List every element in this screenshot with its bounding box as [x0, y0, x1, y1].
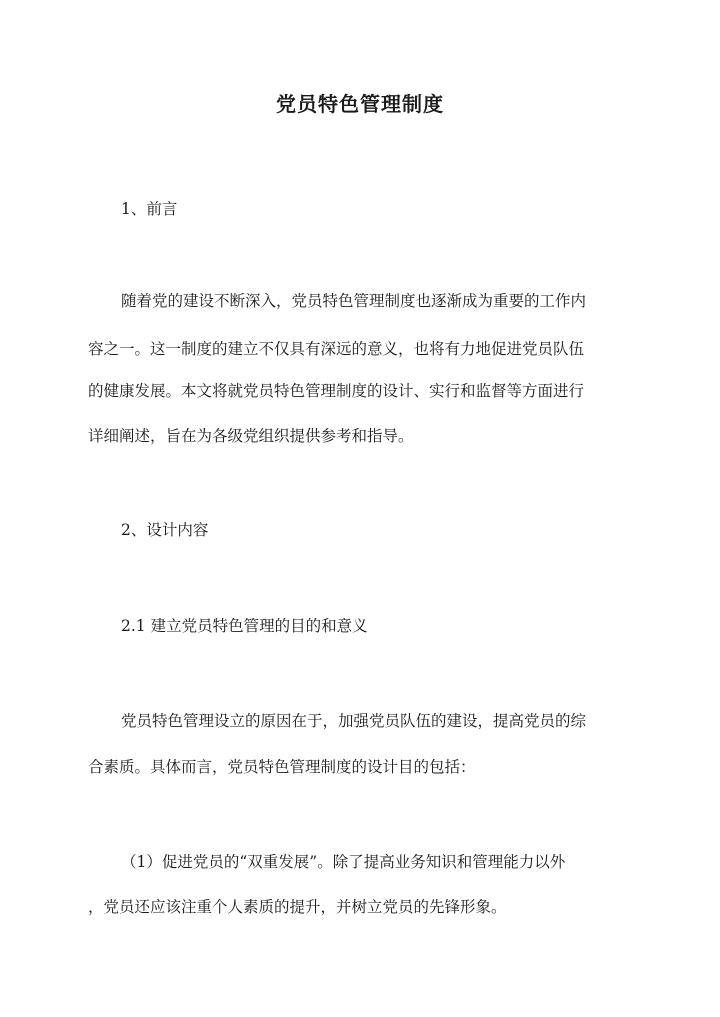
list-item-line: （1）促进党员的“双重发展”。除了提高业务知识和管理能力以外	[121, 853, 566, 871]
document-title: 党员特色管理制度	[276, 92, 444, 116]
paragraph-line: 的健康发展。本文将就党员特色管理制度的设计、实行和监督等方面进行	[88, 382, 585, 400]
paragraph-line: 容之一。这一制度的建立不仅具有深远的意义，也将有力地促进党员队伍	[88, 340, 585, 358]
paragraph-line: 详细阐述，旨在为各级党组织提供参考和指导。	[88, 427, 414, 445]
subsection-heading: 2.1 建立党员特色管理的目的和意义	[121, 617, 368, 635]
list-item-line: ，党员还应该注重个人素质的提升，并树立党员的先锋形象。	[88, 898, 507, 916]
section-heading-design: 2、设计内容	[121, 521, 209, 539]
paragraph-line: 党员特色管理设立的原因在于，加强党员队伍的建设，提高党员的综	[121, 712, 587, 730]
section-heading-preface: 1、前言	[121, 200, 178, 218]
paragraph-line: 合素质。具体而言，党员特色管理制度的设计目的包括：	[88, 758, 476, 776]
paragraph-line: 随着党的建设不断深入，党员特色管理制度也逐渐成为重要的工作内	[121, 292, 587, 310]
